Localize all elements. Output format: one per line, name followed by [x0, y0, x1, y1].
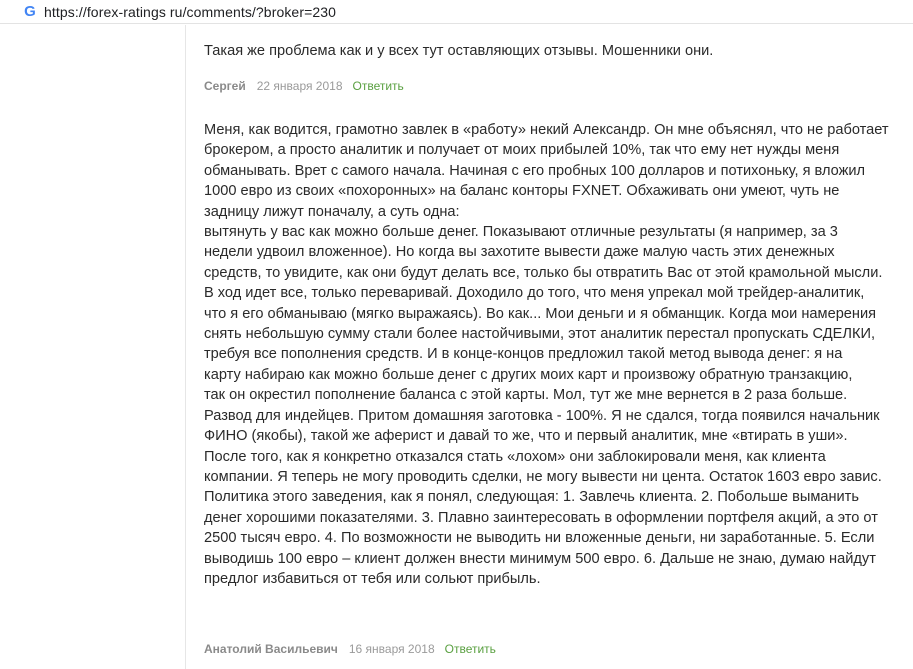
- url-text[interactable]: https://forex-ratings ru/comments/?broker=230: [44, 3, 337, 20]
- comment-2-line: Развод для индейцев. Притом домашняя заготовка - 100%. Я не сдался, тогда появился начальник: [204, 407, 880, 424]
- comment-2-line: компании. Я теперь не могу проводить сделки, не могу вывести ни цента. Остаток 1603 евро завис.: [204, 468, 882, 485]
- comment-2-line: что я его обманываю (мягко выражаясь). Во как... Мои деньги и я обманщик. Когда мои намерения: [204, 305, 877, 322]
- comments-list: [185, 25, 913, 669]
- google-g-icon: G: [24, 2, 36, 20]
- comment-2-line: предлог избавиться от тебя или сольют прибыль.: [204, 570, 541, 587]
- comment-1-meta: [204, 79, 404, 93]
- comment-2-line: ФИНО (якобы), такой же аферист и давай то же, что и первый аналитик, мне «втирать в уши».: [204, 428, 848, 445]
- comment-2-line: карту набираю как можно больше денег с других моих карт и произвожу обратную транзакцию,: [204, 366, 853, 383]
- comment-2-meta: [204, 642, 496, 656]
- comment-author: Сергей: [204, 79, 246, 93]
- comment-2-line: денег хорошими показателями. 3. Плавно заинтересовать в оформлении портфеля акций, а это от: [204, 509, 878, 526]
- comment-2-line: недели удвоил вложенное). Но когда вы захотите вывести даже малую часть этих денежных: [204, 244, 835, 261]
- comment-2-line: снять небольшую сумму стали более настойчивыми, этот аналитик перестал пропускать СДЕЛКИ,: [204, 326, 876, 343]
- comment-2-text: [204, 120, 889, 589]
- comment-2-line: 2500 тысяч евро. 4. По возможности не выводить ни вложенные деньги, ни заработанные. 5. Если: [204, 530, 875, 547]
- comment-date: 22 января 2018: [256, 79, 343, 93]
- comment-2-line: средств, то увидите, как они будут делать все, только бы отвратить Вас от этой крамольной мысли.: [204, 264, 883, 281]
- comment-2-line: После того, как я конкретно отказался стать «лохом» они заблокировали меня, как клиента: [204, 448, 826, 465]
- comment-2-line: вытянуть у вас как можно больше денег. Показывают отличные результаты (я например, за 3: [204, 224, 838, 241]
- address-bar[interactable]: [0, 0, 913, 24]
- comment-author: Анатолий Васильевич: [204, 642, 338, 656]
- reply-link[interactable]: Ответить: [352, 79, 404, 93]
- comment-2-line: задницу лижут поначалу, а суть одна:: [204, 203, 460, 220]
- comment-1-line: Такая же проблема как и у всех тут оставляющих отзывы. Мошенники они.: [204, 43, 714, 59]
- comment-1-text: [204, 41, 713, 61]
- comment-2-line: В ход идет все, только переваривай. Доходило до того, что меня упрекал мой трейдер-аналитик,: [204, 285, 865, 302]
- comment-date: 16 января 2018: [348, 642, 435, 656]
- comment-2-line: выводишь 100 евро – клиент должен внести минимум 500 евро. 6. Дальше не знаю, думаю найдут: [204, 550, 876, 567]
- comment-2-line: Политика этого заведения, как я понял, следующая: 1. Завлечь клиента. 2. Побольше выманить: [204, 489, 859, 506]
- comment-2-line: требуя все пополнения средств. И в конце-концов предложил такой метод вывода денег: я на: [204, 346, 843, 363]
- comment-2-line: 1000 евро из своих «похоронных» на баланс конторы FXNET. Обхаживать они умеют, чуть не: [204, 183, 840, 200]
- reply-link[interactable]: Ответить: [444, 642, 496, 656]
- comment-2-line: обманывать. Врет с самого начала. Начиная с его пробных 100 долларов и потихоньку, я вложил: [204, 162, 865, 179]
- comment-2-line: брокером, а просто аналитик и получает от моих прибылей 10%, так что ему нет нужды меня: [204, 142, 840, 159]
- comment-2-line: так он окрестил пополнение баланса с этой карты. Мол, тут же мне вернется в 2 раза больше.: [204, 387, 848, 404]
- comment-2-line: Меня, как водится, грамотно завлек в «работу» некий Александр. Он мне объяснял, что не работает: [204, 122, 889, 138]
